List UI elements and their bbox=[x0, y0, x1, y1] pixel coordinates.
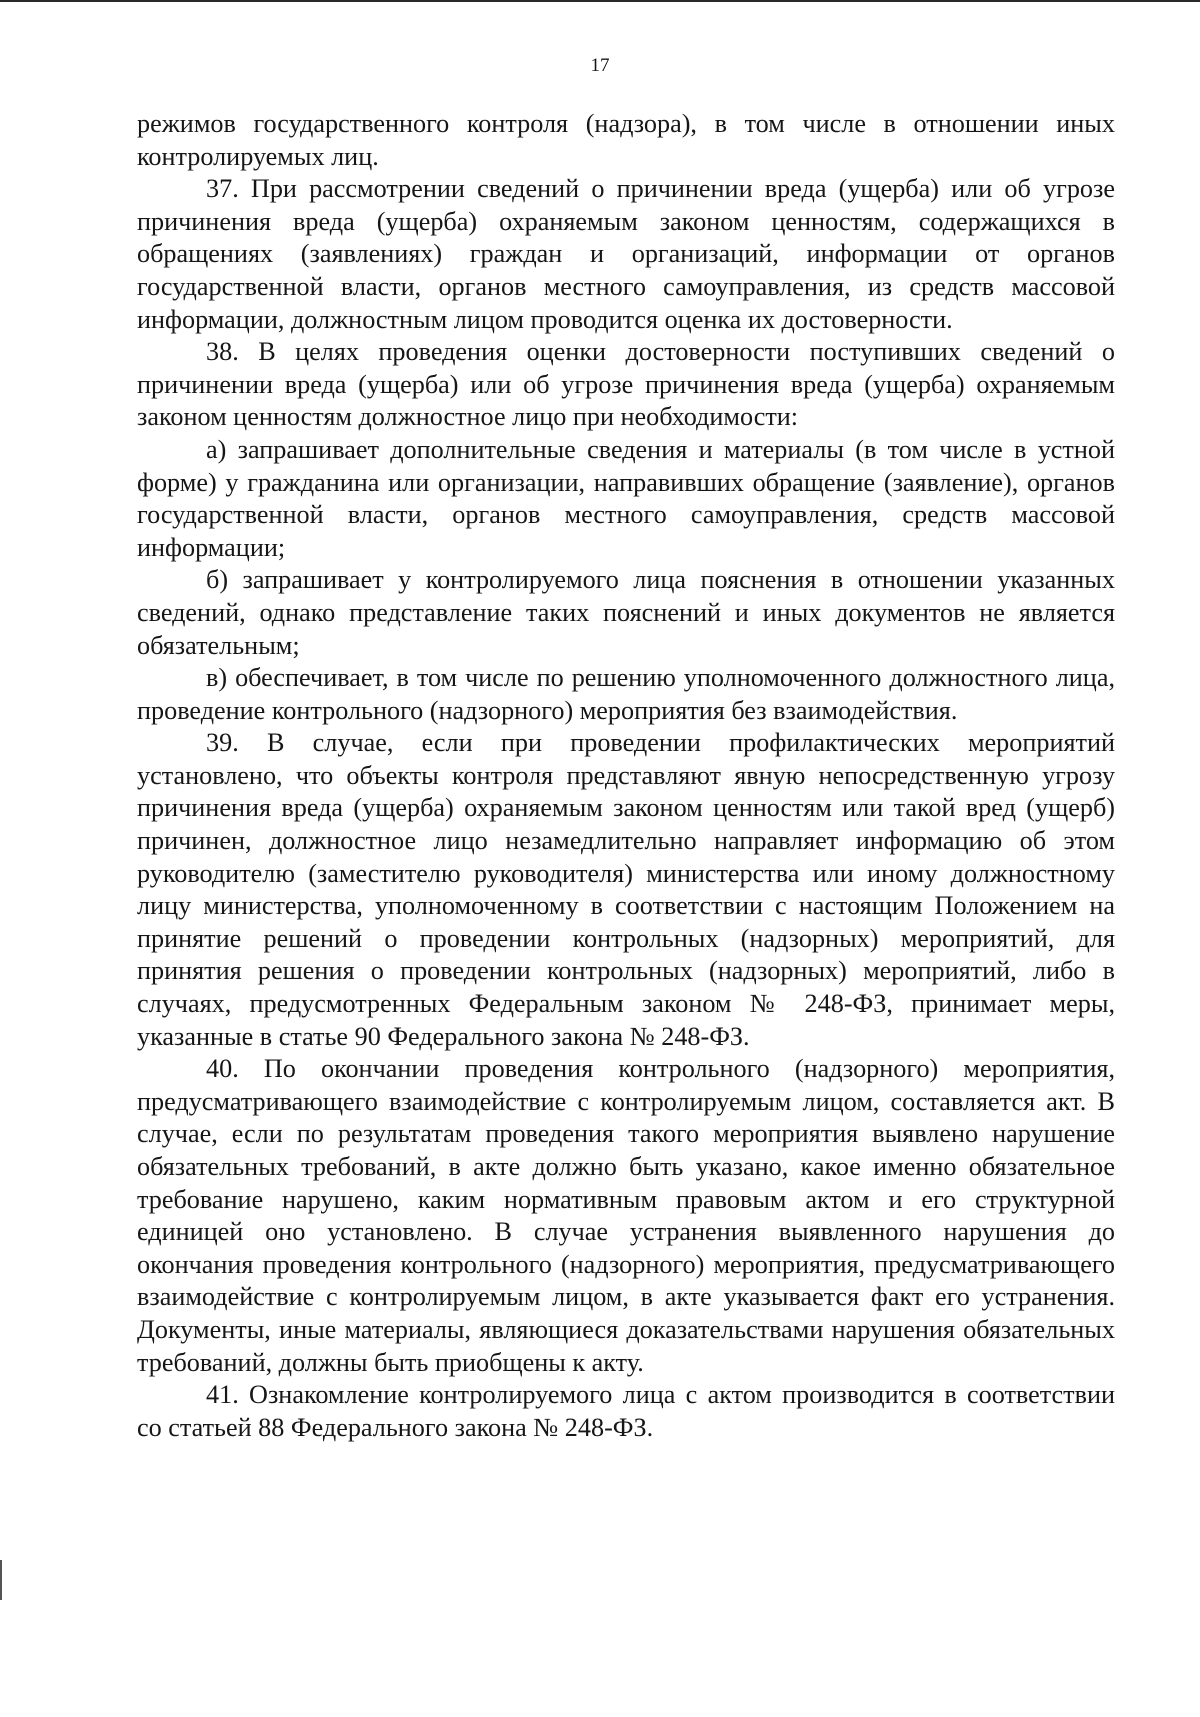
paragraph-41: 41. Ознакомление контролируемого лица с актом производится в соответствии со статьей 88 Федерального закона № 248-ФЗ. bbox=[137, 1380, 1115, 1442]
paragraph-38-a: а) запрашивает дополнительные сведения и материалы (в том числе в устной форме) у гражданина или организации, направивших обращение (заявление), органов государственной власти, органов местного самоуправления, средств массовой информации; bbox=[137, 434, 1115, 562]
paragraph-38-v: в) обеспечивает, в том числе по решению уполномоченного должностного лица, проведение контрольного (надзорного) мероприятия без взаимодействия. bbox=[137, 663, 1115, 725]
page-number: 17 bbox=[590, 55, 610, 76]
paragraph-39: 39. В случае, если при проведении профилактических мероприятий установлено, что объекты контроля представляют явную непосредственную угрозу причинения вреда (ущерба) охраняемым законом ценностям или такой вред (ущерб) причинен, должностное лицо незамедлительно направляет информацию об этом руководителю (заместителю руководителя) министерства или иному должностному лицу министерства, уполномоченному в соответствии с настоящим Положением на принятие решений о проведении контрольных (надзорных) мероприятий, для принятия решения о проведении контрольных (надзорных) мероприятий, либо в случаях, предусмотренных Федеральным законом № 248-ФЗ, принимает меры, указанные в статье 90 Федерального закона № 248-ФЗ. bbox=[137, 728, 1115, 1051]
scan-top-edge bbox=[0, 0, 1200, 2]
scan-left-edge-mark bbox=[0, 1560, 2, 1600]
paragraph-37: 37. При рассмотрении сведений о причинении вреда (ущерба) или об угрозе причинения вреда (ущерба) охраняемым законом ценностям, содержащихся в обращениях (заявлениях) граждан и организаций, информации от органов государственной власти, органов местного самоуправления, из средств массовой информации, должностным лицом проводится оценка их достоверности. bbox=[137, 174, 1115, 334]
paragraph-40: 40. По окончании проведения контрольного (надзорного) мероприятия, предусматривающего взаимодействие с контролируемым лицом, составляется акт. В случае, если по результатам проведения такого мероприятия выявлено нарушение обязательных требований, в акте должно быть указано, какое именно обязательное требование нарушено, каким нормативным правовым актом и его структурной единицей оно установлено. В случае устранения выявленного нарушения до окончания проведения контрольного (надзорного) мероприятия, предусматривающего взаимодействие с контролируемым лицом, в акте указывается факт его устранения. Документы, иные материалы, являющиеся доказательствами нарушения обязательных требований, должны быть приобщены к акту. bbox=[137, 1054, 1115, 1377]
paragraph-38: 38. В целях проведения оценки достоверности поступивших сведений о причинении вреда (ущерба) или об угрозе причинения вреда (ущерба) охраняемым законом ценностям должностное лицо при необходимости: bbox=[137, 337, 1115, 432]
paragraph-38-b: б) запрашивает у контролируемого лица пояснения в отношении указанных сведений, однако представление таких пояснений и иных документов не является обязательным; bbox=[137, 565, 1115, 660]
document-body bbox=[137, 108, 1115, 1444]
paragraph-continuation: режимов государственного контроля (надзора), в том числе в отношении иных контролируемых лиц. bbox=[137, 109, 1115, 171]
